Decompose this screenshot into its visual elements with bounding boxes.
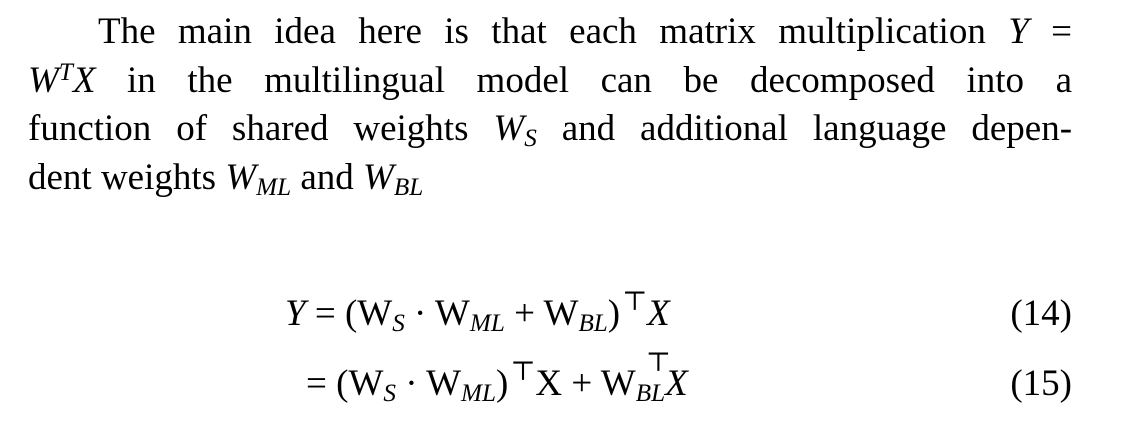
paragraph-line-3	[28, 105, 1072, 154]
paragraph-line-2	[28, 57, 1072, 106]
math-operator: =	[1051, 11, 1073, 52]
math-variable: X	[72, 59, 96, 101]
math-subscript: ML	[256, 173, 292, 201]
equation-lhs: Y	[285, 293, 306, 334]
body-paragraph	[28, 8, 1072, 202]
paragraph-text: The main idea here is that each matrix multiplication	[98, 11, 986, 52]
equation-term: · W	[395, 363, 462, 404]
math-subscript: S	[392, 310, 405, 338]
paragraph-line-4	[28, 154, 1072, 203]
paragraph-text: dent weights	[28, 156, 217, 198]
equation-term: )	[607, 293, 621, 334]
math-variable: W	[363, 156, 394, 198]
math-subscript: S	[383, 380, 396, 408]
paragraph-text: and	[300, 156, 354, 198]
equation-term: X + W	[535, 363, 636, 404]
transpose-symbol: ⊤	[510, 356, 536, 387]
paragraph-text: function of shared weights	[28, 108, 469, 149]
math-variable: W	[225, 156, 257, 198]
equation-term: + W	[504, 293, 579, 334]
math-variable: W	[28, 59, 59, 101]
paragraph-text: and additional language depen-	[561, 108, 1073, 149]
equation-term: X	[665, 363, 688, 404]
equation-14	[285, 286, 670, 338]
equation-term: · W	[404, 293, 470, 334]
paragraph-text: in the multilingual model can be decomposed into a	[127, 59, 1072, 101]
math-subscript: BL	[635, 380, 666, 408]
equation-number: (14)	[1010, 293, 1072, 334]
math-subscript: S	[524, 125, 537, 153]
equation-term: )	[495, 363, 509, 404]
equation-term: = (W	[314, 293, 393, 334]
math-subscript: BL	[393, 173, 424, 201]
math-subscript: BL	[578, 310, 608, 338]
equation-15	[285, 347, 688, 408]
stacked-subsup	[635, 347, 671, 408]
transpose-symbol: ⊤	[645, 347, 671, 377]
transpose-symbol: ⊤	[622, 286, 648, 317]
equation-number: (15)	[1010, 363, 1072, 404]
math-variable: Y	[1008, 11, 1029, 52]
equation-term: = (W	[306, 363, 384, 404]
equation-term: X	[647, 293, 670, 334]
math-subscript: ML	[469, 310, 505, 338]
paragraph-line-1	[28, 8, 1072, 57]
math-variable: W	[493, 108, 525, 149]
math-subscript: ML	[461, 380, 496, 408]
math-superscript: T	[58, 59, 73, 87]
